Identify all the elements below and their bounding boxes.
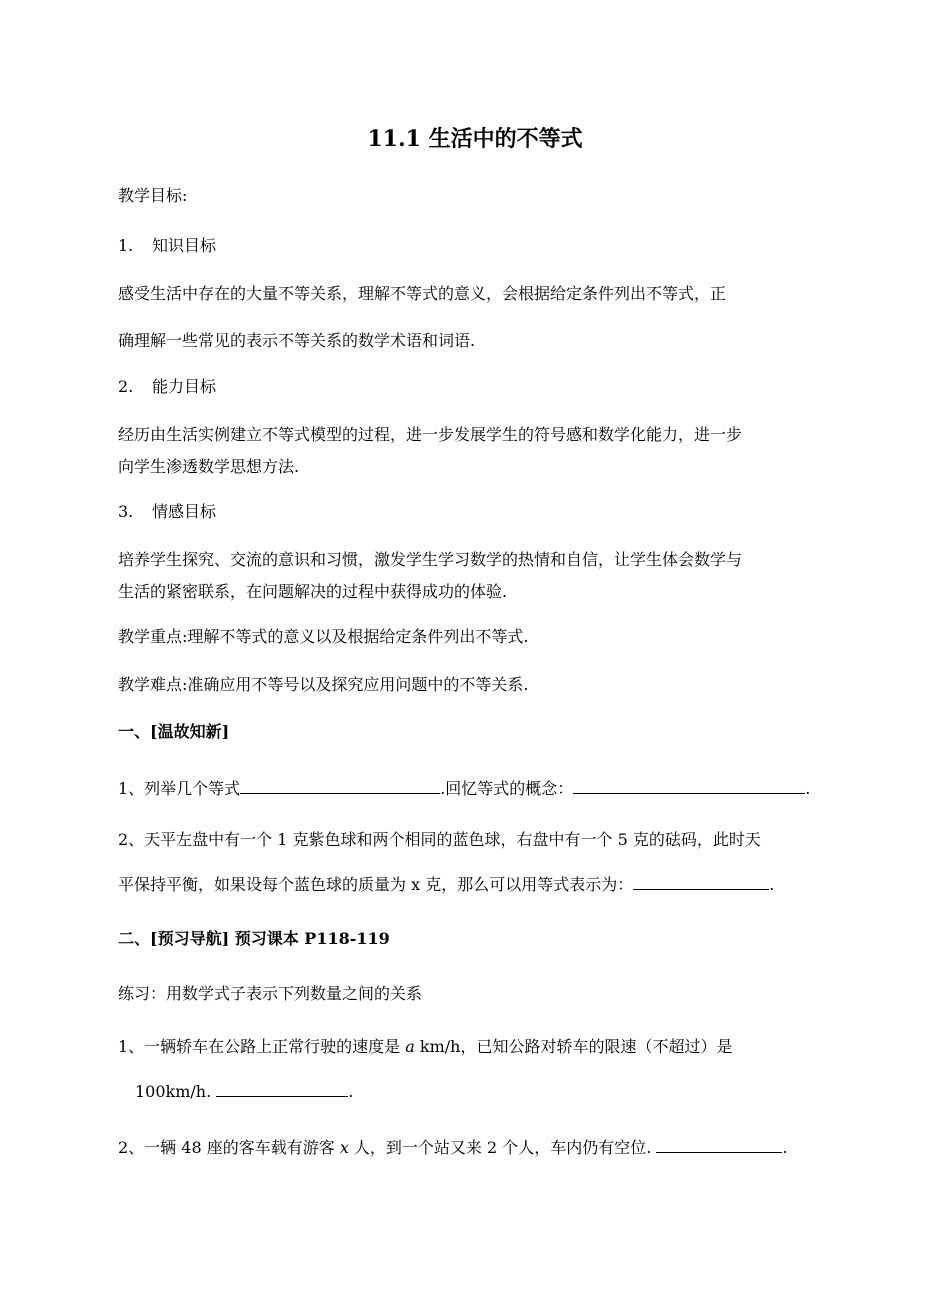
objectives-heading: 教学目标: <box>118 186 188 205</box>
objective-3-number: 3. <box>118 502 134 521</box>
section-1-question-1 <box>118 777 810 799</box>
p1-end: . <box>348 1082 354 1101</box>
key-point: 教学重点:理解不等式的意义以及根据给定条件列出不等式. <box>118 627 529 646</box>
p1-prompt-2: km/h，已知公路对轿车的限速（不超过）是 <box>414 1037 733 1056</box>
objective-2-text-line-1: 经历由生活实例建立不等式模型的过程，进一步发展学生的符号感和数学化能力，进一步 <box>118 425 743 444</box>
q1-blank-1[interactable] <box>240 777 440 794</box>
q2-end: . <box>769 875 775 894</box>
q2-blank[interactable] <box>633 873 769 890</box>
objective-1-label: 知识目标 <box>152 236 217 255</box>
p1-prompt: 1、一辆轿车在公路上正常行驶的速度是 <box>118 1037 401 1056</box>
difficult-point: 教学难点:准确应用不等号以及探究应用问题中的不等关系. <box>118 675 529 694</box>
section-1-question-2-line-2 <box>118 873 774 895</box>
objective-3-label: 情感目标 <box>152 502 217 521</box>
page-title: 11.1 生活中的不等式 <box>367 126 583 152</box>
practice-instruction: 练习：用数学式子表示下列数量之间的关系 <box>118 984 423 1003</box>
p1-limit: 100km/h. <box>135 1082 212 1101</box>
p2-blank[interactable] <box>656 1136 782 1153</box>
objective-2-heading <box>118 377 216 397</box>
q2-prompt: 平保持平衡，如果设每个蓝色球的质量为 x 克，那么可以用等式表示为： <box>118 875 634 894</box>
objective-1-text-line-1: 感受生活中存在的大量不等关系，理解不等式的意义，会根据给定条件列出不等式，正 <box>118 284 727 303</box>
objective-3-text-line-2: 生活的紧密联系，在问题解决的过程中获得成功的体验. <box>118 582 508 601</box>
practice-2 <box>118 1136 788 1158</box>
p2-variable: x <box>339 1138 349 1157</box>
section-2-heading: 二、[预习导航] 预习课本 P118-119 <box>118 929 390 948</box>
p2-end: . <box>782 1138 788 1157</box>
q1-end: . <box>805 779 811 798</box>
section-1-heading: 一、[温故知新] <box>118 722 230 741</box>
p1-blank[interactable] <box>216 1080 348 1097</box>
objective-1-heading <box>118 236 216 256</box>
p1-variable: a <box>405 1037 415 1056</box>
q1-prompt-2: .回忆等式的概念： <box>440 779 574 798</box>
objective-1-number: 1. <box>118 236 134 255</box>
section-1-question-2-line-1: 2、天平左盘中有一个 1 克紫色球和两个相同的蓝色球，右盘中有一个 5 克的砝码，此时天 <box>118 830 761 849</box>
objective-1-text-line-2: 确理解一些常见的表示不等关系的数学术语和词语. <box>118 331 476 350</box>
p2-prompt: 2、一辆 48 座的客车载有游客 <box>118 1138 335 1157</box>
objective-3-text-line-1: 培养学生探究、交流的意识和习惯，激发学生学习数学的热情和自信，让学生体会数学与 <box>118 550 743 569</box>
p2-prompt-2: 人，到一个站又来 2 个人，车内仍有空位. <box>348 1138 652 1157</box>
objective-2-number: 2. <box>118 377 134 396</box>
practice-1-line-2 <box>135 1080 353 1102</box>
objective-2-text-line-2: 向学生渗透数学思想方法. <box>118 457 300 476</box>
objective-3-heading <box>118 502 216 522</box>
practice-1-line-1 <box>118 1037 732 1057</box>
objective-2-label: 能力目标 <box>152 377 217 396</box>
q1-blank-2[interactable] <box>573 777 805 794</box>
q1-prompt: 1、列举几个等式 <box>118 779 241 798</box>
